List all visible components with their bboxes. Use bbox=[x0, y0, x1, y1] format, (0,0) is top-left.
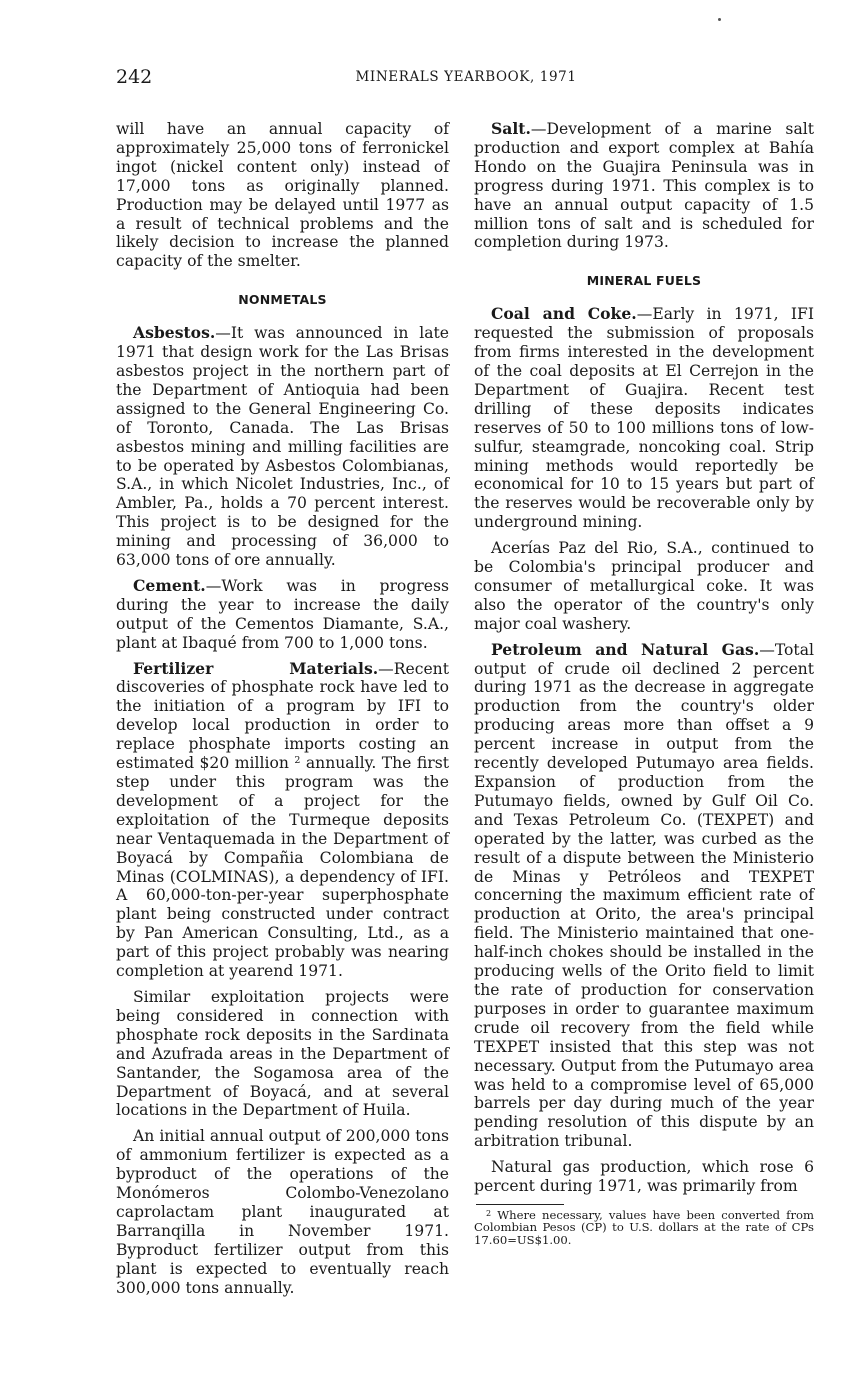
coal-text: —Early in 1971, IFI requested the submission of proposals from firms interested in the development of the coal deposits at El Cerrejon in the Department of Guajira. Recent test drilling of these deposits indicates reserves of 50 to 100 millions tons of low-sulfur, steamgrade, noncoking coal. Strip mining methods would reportedly be economical for 10 to 15 years but part of the reserves would be recoverable only by underground mining. bbox=[474, 305, 814, 532]
footnote-text: Where necessary, values have been converted from Colombian Pesos (CP) to U.S. dollars at the rate of CPs 17.60=US$1.00. bbox=[474, 1207, 814, 1247]
section-heading-nonmetals: NONMETALS bbox=[238, 292, 327, 308]
run-in-title-fertilizer: Fertilizer Materials. bbox=[133, 658, 379, 678]
paragraph-fertilizer bbox=[116, 660, 449, 981]
right-column bbox=[474, 120, 814, 1246]
footnote-divider bbox=[476, 1204, 564, 1205]
section-heading-mineral-fuels: MINERAL FUELS bbox=[586, 273, 702, 289]
paragraph-natural-gas: Natural gas production, which rose 6 percent during 1971, was primarily from bbox=[474, 1158, 814, 1196]
cement-text: —Work was in progress during the year to increase the daily output of the Cementos Diamante, S.A., plant at Ibaqué from 700 to 1,000 tons. bbox=[116, 576, 449, 652]
run-in-title-coal: Coal and Coke. bbox=[491, 304, 637, 324]
footnote bbox=[474, 1209, 814, 1246]
paragraph-ammonium-fertilizer: An initial annual output of 200,000 tons of ammonium fertilizer is expected as a byproduct of the operations of the Monómeros Colombo-Venezolano caprolactam plant inaugurated at Barranqilla in November 1971. Byproduct fertilizer output from this plant is expected to eventually reach 300,000 tons annually. bbox=[116, 1127, 449, 1297]
running-head: MINERALS YEARBOOK, 1971 bbox=[355, 69, 577, 85]
fertilizer-text-continued: annually. The first step under this program was the development of a project for the exploitation of the Turmeque deposits near Ventaquemada in the Department of Boyacá by Compañia Colombiana de Minas (COLMINAS), a dependency of IFI. A 60,000-ton-per-year superphosphate plant being constructed under contract by Pan American Consulting, Ltd., as a part of this project probably was nearing completion at yearend 1971. bbox=[116, 754, 449, 981]
salt-text: —Development of a marine salt production and export complex at Bahía Hondo on the Guajira Peninsula was in progress during 1971. This complex is to have an annual output capacity of 1.5 million tons of salt and is scheduled for completion during 1973. bbox=[474, 120, 814, 252]
footnote-mark: 2 bbox=[486, 1208, 492, 1218]
paragraph-salt bbox=[474, 120, 814, 252]
petroleum-text: —Total output of crude oil declined 2 percent during 1971 as the decrease in aggregate production from the country's older producing areas more than offset a 9 percent increase in output from the recently developed Putumayo area fields. Expansion of production from the Putumayo fields, owned by Gulf Oil Co. and Texas Petroleum Co. (TEXPET) and operated by the latter, was curbed as the result of a dispute between the Ministerio de Minas y Petróleos and TEXPET concerning the maximum efficient rate of production at Orito, the area's principal field. The Ministerio maintained that one-half-inch chokes should be installed in the producing wells of the Orito field to limit the rate of production for conservation purposes in order to guarantee maximum crude oil recovery from the field while TEXPET insisted that this step was not necessary. Output from the Putumayo area was held to a compromise level of 65,000 barrels per day during much of the year pending resolution of this dispute by an arbitration tribunal. bbox=[474, 640, 814, 1151]
run-in-title-cement: Cement. bbox=[133, 575, 206, 595]
paragraph-nickel-continuation: will have an annual capacity of approximately 25,000 tons of ferronickel ingot (nickel content only) instead of 17,000 tons as originally planned. Production may be delayed until 1977 as a result of technical problems and the likely decision to increase the planned capacity of the smelter. bbox=[116, 120, 449, 271]
run-in-title-salt: Salt. bbox=[491, 119, 531, 138]
page-number: 242 bbox=[116, 66, 153, 88]
paragraph-cement bbox=[116, 577, 449, 653]
left-column bbox=[116, 120, 449, 1304]
footnote-reference[interactable]: 2 bbox=[294, 755, 301, 767]
paragraph-asbestos bbox=[116, 324, 449, 570]
run-in-title-asbestos: Asbestos. bbox=[133, 323, 216, 343]
run-in-title-petroleum: Petroleum and Natural Gas. bbox=[491, 639, 760, 659]
paragraph-petroleum bbox=[474, 641, 814, 1151]
paragraph-coal-coke bbox=[474, 305, 814, 532]
scan-speck bbox=[718, 18, 721, 21]
asbestos-text: —It was announced in late 1971 that design work for the Las Brisas asbestos project in the northern part of the Department of Antioquia had been assigned to the General Engineering Co. of Toronto, Canada. The Las Brisas asbestos mining and milling facilities are to be operated by Asbestos Colombianas, S.A., in which Nicolet Industries, Inc., of Ambler, Pa., holds a 70 percent interest. This project is to be designed for the mining and processing of 36,000 to 63,000 tons of ore annually. bbox=[116, 324, 449, 570]
paragraph-acerias: Acerías Paz del Rio, S.A., continued to be Colombia's principal producer and consumer of metallurgical coke. It was also the operator of the country's only major coal washery. bbox=[474, 539, 814, 633]
paragraph-similar-projects: Similar exploitation projects were being considered in connection with phosphate rock deposits in the Sardinata and Azufrada areas in the Department of Santander, the Sogamosa area of the Department of Boyacá, and at several locations in the Department of Huila. bbox=[116, 987, 449, 1120]
fertilizer-text: —Recent discoveries of phosphate rock have led to the initiation of a program by IFI to develop local production in order to replace phosphate imports costing an estimated $20 million bbox=[116, 659, 449, 773]
page-header bbox=[116, 66, 816, 92]
